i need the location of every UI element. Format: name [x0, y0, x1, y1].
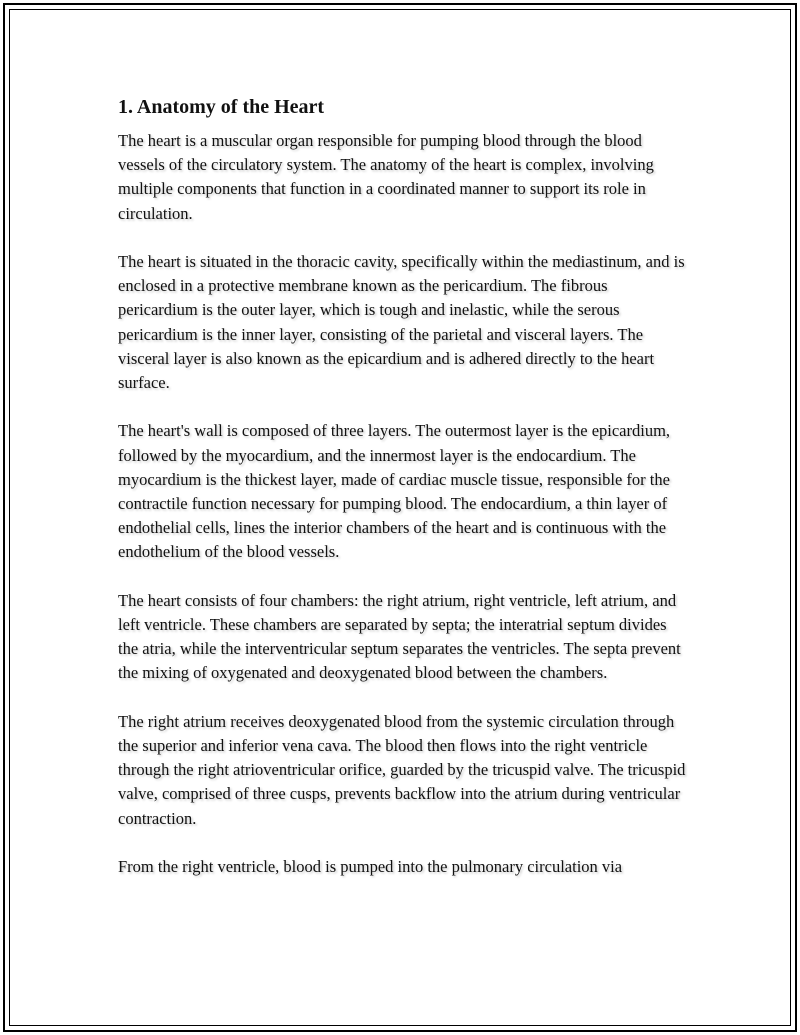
section-heading: 1. Anatomy of the Heart	[118, 96, 325, 118]
paragraph-4: The heart consists of four chambers: the right atrium, right ventricle, left atrium, and left ventricle. These chambers are separated by septa; the interatrial septum divides the atria, while the interventricular septum separates the ventricles. The septa prevent the mixing of oxygenated and deoxygenated blood between the chambers.	[118, 590, 681, 683]
paragraph-6: From the right ventricle, blood is pumped into the pulmonary circulation via	[118, 857, 623, 877]
paragraph-5: The right atrium receives deoxygenated blood from the systemic circulation through the superior and inferior vena cava. The blood then flows into the right ventricle through the right atrioventricular orifice, guarded by the tricuspid valve. The tricuspid valve, comprised of three cusps, prevents backflow into the atrium during ventricular contraction.	[118, 711, 686, 828]
paragraph-2: The heart is situated in the thoracic cavity, specifically within the mediastinum, and is enclosed in a protective membrane known as the pericardium. The fibrous pericardium is the outer layer, which is tough and inelastic, while the serous pericardium is the inner layer, consisting of the parietal and visceral layers. The visceral layer is also known as the epicardium and is adhered directly to the heart surface.	[118, 252, 685, 393]
paragraph-3: The heart's wall is composed of three layers. The outermost layer is the epicardium, followed by the myocardium, and the innermost layer is the endocardium. The myocardium is the thickest layer, made of cardiac muscle tissue, responsible for the contractile function necessary for pumping blood. The endocardium, a thin layer of endothelial cells, lines the interior chambers of the heart and is continuous with the endothelium of the blood vessels.	[118, 421, 671, 562]
document-body	[118, 94, 690, 903]
paragraph-1: The heart is a muscular organ responsible for pumping blood through the blood vessels of the circulatory system. The anatomy of the heart is complex, involving multiple components that function in a coordinated manner to support its role in circulation.	[118, 131, 654, 223]
